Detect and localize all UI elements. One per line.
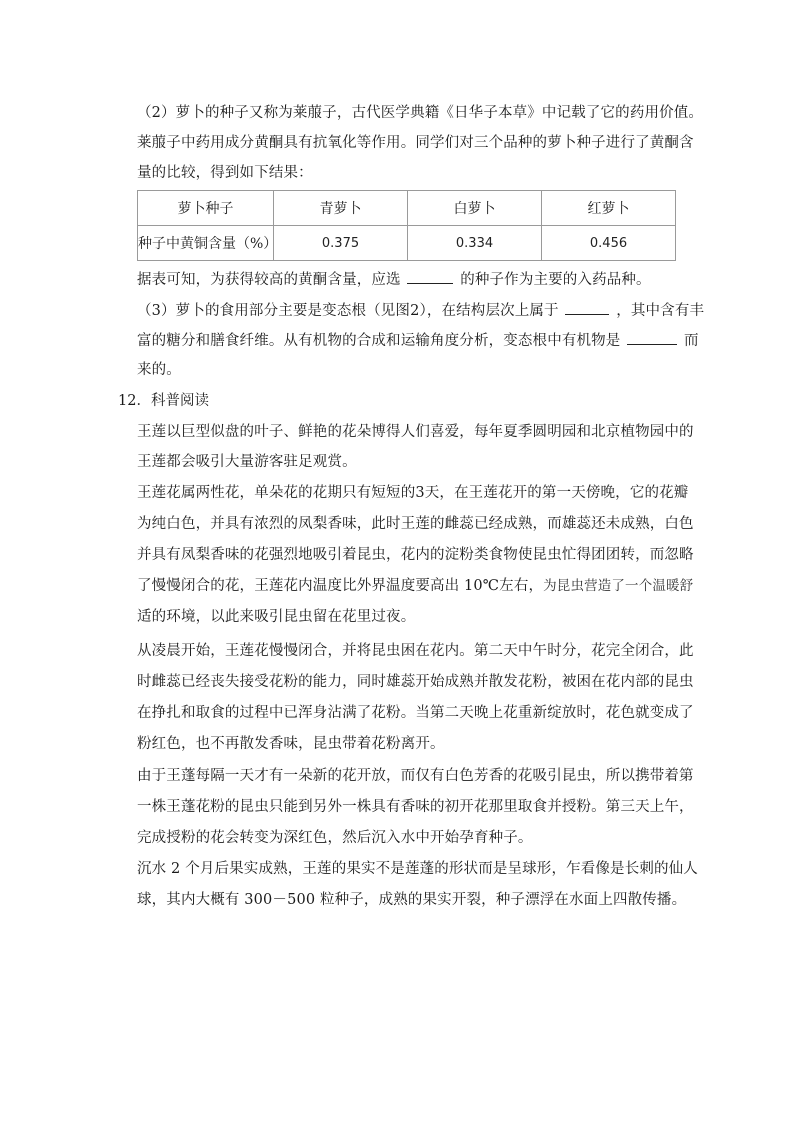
answer-prompt-tail: 的种子作为主要的入药品种。 (460, 272, 651, 288)
table-row-label: 种子中黄铜含量（%） (138, 226, 274, 261)
question-number: 12． (118, 393, 151, 409)
table-header-cell: 红萝卜 (542, 191, 676, 226)
reading-paragraph-line: 从凌晨开始，王莲花慢慢闭合，并将昆虫困在花内。第二天中午时分，花完全闭合，此 (137, 643, 694, 659)
q11-part3-text: 而 (683, 333, 699, 349)
reading-paragraph-line: 一株王蓬花粉的昆虫只能到另外一株具有香味的初开花那里取食并授粉。第三天上午， (137, 799, 694, 815)
question-title: 科普阅读 (150, 393, 209, 409)
answer-prompt: 据表可知，为获得较高的黄酮含量，应选 (137, 272, 401, 288)
table-row (138, 226, 676, 261)
table-header-row (138, 191, 676, 226)
q11-part3-line3: 来的。 (137, 362, 181, 378)
reading-paragraph-line: 王莲花属两性花，单朵花的花期只有短短的3天，在王莲花开的第一天傍晚，它的花瓣 (137, 485, 689, 501)
reading-paragraph-line: 并具有凤梨香味的花强烈地吸引着昆虫，花内的淀粉类食物使昆虫忙得团团转，而忽略 (137, 547, 694, 563)
reading-text: 了慢慢闭合的花，王莲花内温度比外界温度要高出 10℃左右， (137, 578, 544, 594)
table-header-cell: 萝卜种子 (138, 191, 274, 226)
reading-text: 为昆虫营造了一个温暖舒 (543, 578, 694, 593)
question-12-header (118, 391, 209, 411)
table-header-cell: 青萝卜 (274, 191, 408, 226)
reading-paragraph-line: 王莲都会吸引大量游客驻足观赏。 (137, 454, 357, 470)
reading-paragraph-line: 在挣扎和取食的过程中已浑身沾满了花粉。当第二天晚上花重新绽放时，花色就变成了 (137, 705, 694, 721)
answer-blank[interactable] (565, 299, 609, 315)
reading-paragraph-line: 沉水 2 个月后果实成熟，王莲的果实不是莲蓬的形状而是呈球形，乍看像是长刺的仙人 (137, 861, 698, 877)
q11-part2-line1: （2）萝卜的种子又称为莱菔子，古代医学典籍《日华子本草》中记载了它的药用价值。 (137, 105, 704, 121)
reading-paragraph-line: 由于王蓬每隔一天才有一朵新的花开放，而仅有白色芳香的花吸引昆虫，所以携带着第 (137, 768, 694, 784)
q11-part3-line1 (137, 299, 704, 321)
reading-paragraph-line: 球，其内大概有 300－500 粒种子，成熟的果实开裂，种子漂浮在水面上四散传播。 (137, 892, 687, 908)
reading-paragraph-line: 完成授粉的花会转变为深红色，然后沉入水中开始孕育种子。 (137, 830, 533, 846)
reading-paragraph-line: 粉红色，也不再散发香味，昆虫带着花粉离开。 (137, 736, 445, 752)
q11-part2-line3: 量的比较，得到如下结果： (137, 165, 313, 181)
table-header-cell: 白萝卜 (408, 191, 542, 226)
q11-part3-line2 (137, 329, 699, 351)
q11-part2-answer-line (137, 268, 651, 290)
flavonoid-table (137, 190, 676, 261)
reading-paragraph-line: 时雌蕊已经丧失接受花粉的能力，同时雄蕊开始成熟并散发花粉，被困在花内部的昆虫 (137, 674, 694, 690)
reading-paragraph-line: 王莲以巨型似盘的叶子、鲜艳的花朵博得人们喜爱，每年夏季圆明园和北京植物园中的 (137, 424, 694, 440)
q11-part3-text: （3）萝卜的食用部分主要是变态根（见图2），在结构层次上属于 (137, 303, 559, 319)
reading-paragraph-line: 适的环境，以此来吸引昆虫留在花里过夜。 (137, 609, 416, 625)
table-cell: 0.375 (274, 226, 408, 261)
q11-part3-text: ，其中含有丰 (616, 303, 705, 319)
reading-paragraph-line (137, 576, 693, 596)
table-cell: 0.334 (408, 226, 542, 261)
table-cell: 0.456 (542, 226, 676, 261)
answer-blank[interactable] (627, 329, 677, 345)
reading-paragraph-line: 为纯白色，并具有浓烈的凤梨香味，此时王莲的雌蕊已经成熟，而雄蕊还未成熟，白色 (137, 516, 694, 532)
q11-part2-line2: 莱菔子中药用成分黄酮具有抗氧化等作用。同学们对三个品种的萝卜种子进行了黄酮含 (137, 135, 694, 151)
answer-blank[interactable] (407, 268, 453, 284)
q11-part3-text: 富的糖分和膳食纤维。从有机物的合成和运输角度分析，变态根中有机物是 (137, 333, 621, 349)
